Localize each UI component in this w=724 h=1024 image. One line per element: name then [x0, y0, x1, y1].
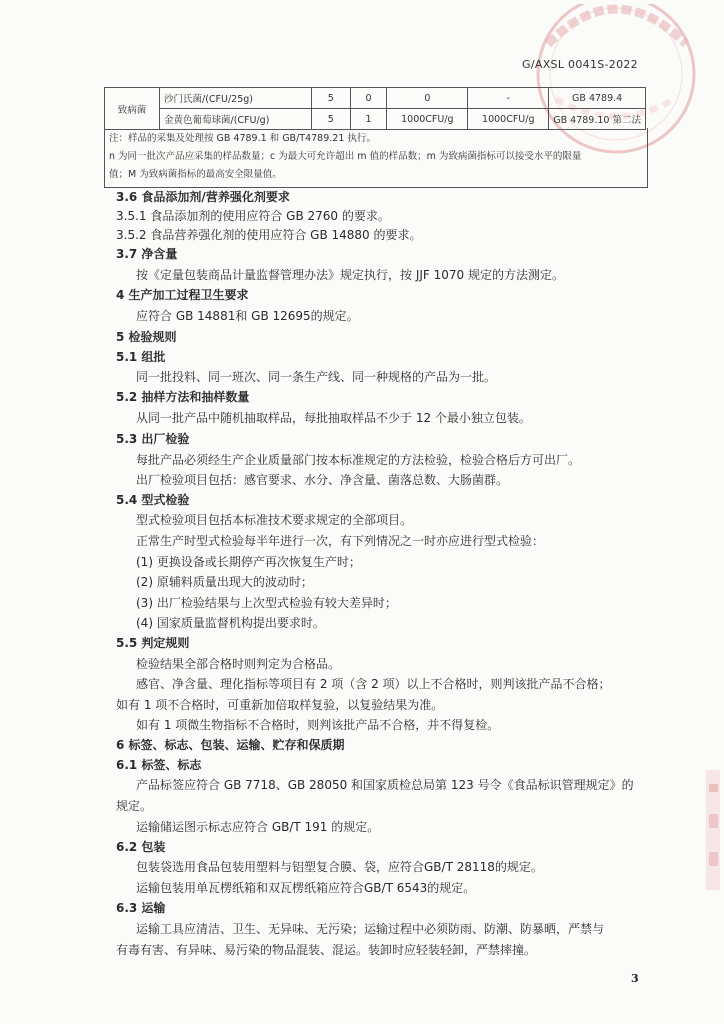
body-line: 产品标签应符合 GB 7718、GB 28050 和国家质检总局第 123 号令《食品标识管理规定》的: [136, 778, 634, 792]
body-line: 3.5.1 食品添加剂的使用应符合 GB 2760 的要求。: [116, 209, 390, 223]
table-cell-M: 1000CFU/g: [468, 109, 549, 130]
body-line: 规定。: [116, 799, 153, 813]
body-line: 型式检验项目包括本标准技术要求规定的全部项目。: [136, 513, 413, 527]
section-heading: 6.2 包装: [116, 840, 166, 854]
section-heading: 6.1 标签、标志: [116, 758, 202, 772]
body-line: (1) 更换设备或长期停产再次恢复生产时；: [136, 555, 361, 569]
section-heading: 4 生产加工过程卫生要求: [116, 288, 249, 302]
note-line: n 为同一批次产品应采集的样品数量；c 为最大可允许超出 m 值的样品数；m 为致病菌指标可以接受水平的限量: [109, 151, 582, 162]
body-line: 如有 1 项不合格时，可重新加倍取样复验，以复验结果为准。: [116, 698, 444, 712]
table-cell-item: 沙门氏菌/(CFU/25g): [160, 88, 312, 109]
body-line: (4) 国家质量监督机构提出要求时。: [136, 616, 325, 630]
section-heading: 6 标签、标志、包装、运输、贮存和保质期: [116, 738, 345, 752]
note-line: 注：样品的采集及处理按 GB 4789.1 和 GB/T4789.21 执行。: [109, 133, 376, 144]
section-heading: 5.2 抽样方法和抽样数量: [116, 390, 250, 404]
table-cell-m: 0: [387, 88, 468, 109]
body-line: 运输储运图示标志应符合 GB/T 191 的规定。: [136, 820, 380, 834]
body-line: 如有 1 项微生物指标不合格时，则判该批产品不合格，并不得复检。: [136, 718, 500, 732]
table-notes: [104, 128, 648, 188]
body-line: 有毒有害、有异味、易污染的物品混装、混运。装卸时应轻装轻卸，严禁摔撞。: [116, 943, 537, 957]
table-row: [105, 88, 646, 109]
body-line: 检验结果全部合格时则判定为合格品。: [136, 657, 341, 671]
body-line: 按《定量包装商品计量监督管理办法》规定执行，按 JJF 1070 规定的方法测定。: [136, 268, 564, 282]
section-heading: 5.5 判定规则: [116, 636, 190, 650]
table-cell-M: -: [468, 88, 549, 109]
table-cell-n: 5: [311, 88, 350, 109]
body-line: 出厂检验项目包括：感官要求、水分、净含量、菌落总数、大肠菌群。: [136, 473, 509, 487]
body-line: 运输包装用单瓦楞纸箱和双瓦楞纸箱应符合GB/T 6543的规定。: [136, 881, 476, 895]
table-cell-m: 1000CFU/g: [387, 109, 468, 130]
note-line: 值；M 为致病菌指标的最高安全限量值。: [109, 169, 282, 180]
body-line: (2) 原辅料质量出现大的波动时；: [136, 575, 313, 589]
section-heading: 5.1 组批: [116, 350, 166, 364]
section-heading: 5.4 型式检验: [116, 493, 190, 507]
side-seal-fragment: [700, 770, 724, 890]
body-line: 每批产品必须经生产企业质量部门按本标准规定的方法检验，检验合格后方可出厂。: [136, 453, 581, 467]
section-heading: 6.3 运输: [116, 901, 166, 915]
table-cell-n: 5: [311, 109, 350, 130]
body-line: 感官、净含量、理化指标等项目有 2 项（含 2 项）以上不合格时，则判该批产品不合格；: [136, 677, 611, 691]
section-heading: 5.3 出厂检验: [116, 432, 190, 446]
body-line: (3) 出厂检验结果与上次型式检验有较大差异时；: [136, 596, 397, 610]
table-category-cell: 致病菌: [105, 88, 160, 130]
section-heading: 3.6 食品添加剂/营养强化剂要求: [116, 190, 290, 204]
table-cell-method: GB 4789.10 第二法: [549, 109, 646, 130]
table-cell-method: GB 4789.4: [549, 88, 646, 109]
table-cell-c: 1: [350, 109, 387, 130]
body-line: 正常生产时型式检验每半年进行一次，有下列情况之一时亦应进行型式检验：: [136, 534, 545, 548]
table-cell-item: 金黄色葡萄球菌/(CFU/g): [160, 109, 312, 130]
body-line: 运输工具应清洁、卫生、无异味、无污染；运输过程中必须防雨、防潮、防暴晒，严禁与: [136, 922, 605, 936]
page-number: 3: [631, 972, 639, 985]
body-line: 从同一批产品中随机抽取样品，每批抽取样品不少于 12 个最小独立包装。: [136, 411, 531, 425]
microbial-limits-table: [104, 87, 646, 130]
section-heading: 5 检验规则: [116, 330, 177, 344]
table-row: [105, 109, 646, 130]
body-line: 同一批投料、同一班次、同一条生产线、同一种规格的产品为一批。: [136, 370, 497, 384]
standard-code: G/AXSL 0041S-2022: [522, 58, 638, 71]
section-heading: 3.7 净含量: [116, 247, 178, 261]
body-line: 应符合 GB 14881和 GB 12695的规定。: [136, 309, 359, 323]
body-line: 3.5.2 食品营养强化剂的使用应符合 GB 14880 的要求。: [116, 228, 422, 242]
table-cell-c: 0: [350, 88, 387, 109]
body-line: 包装袋选用食品包装用塑料与铝塑复合膜、袋，应符合GB/T 28118的规定。: [136, 860, 543, 874]
